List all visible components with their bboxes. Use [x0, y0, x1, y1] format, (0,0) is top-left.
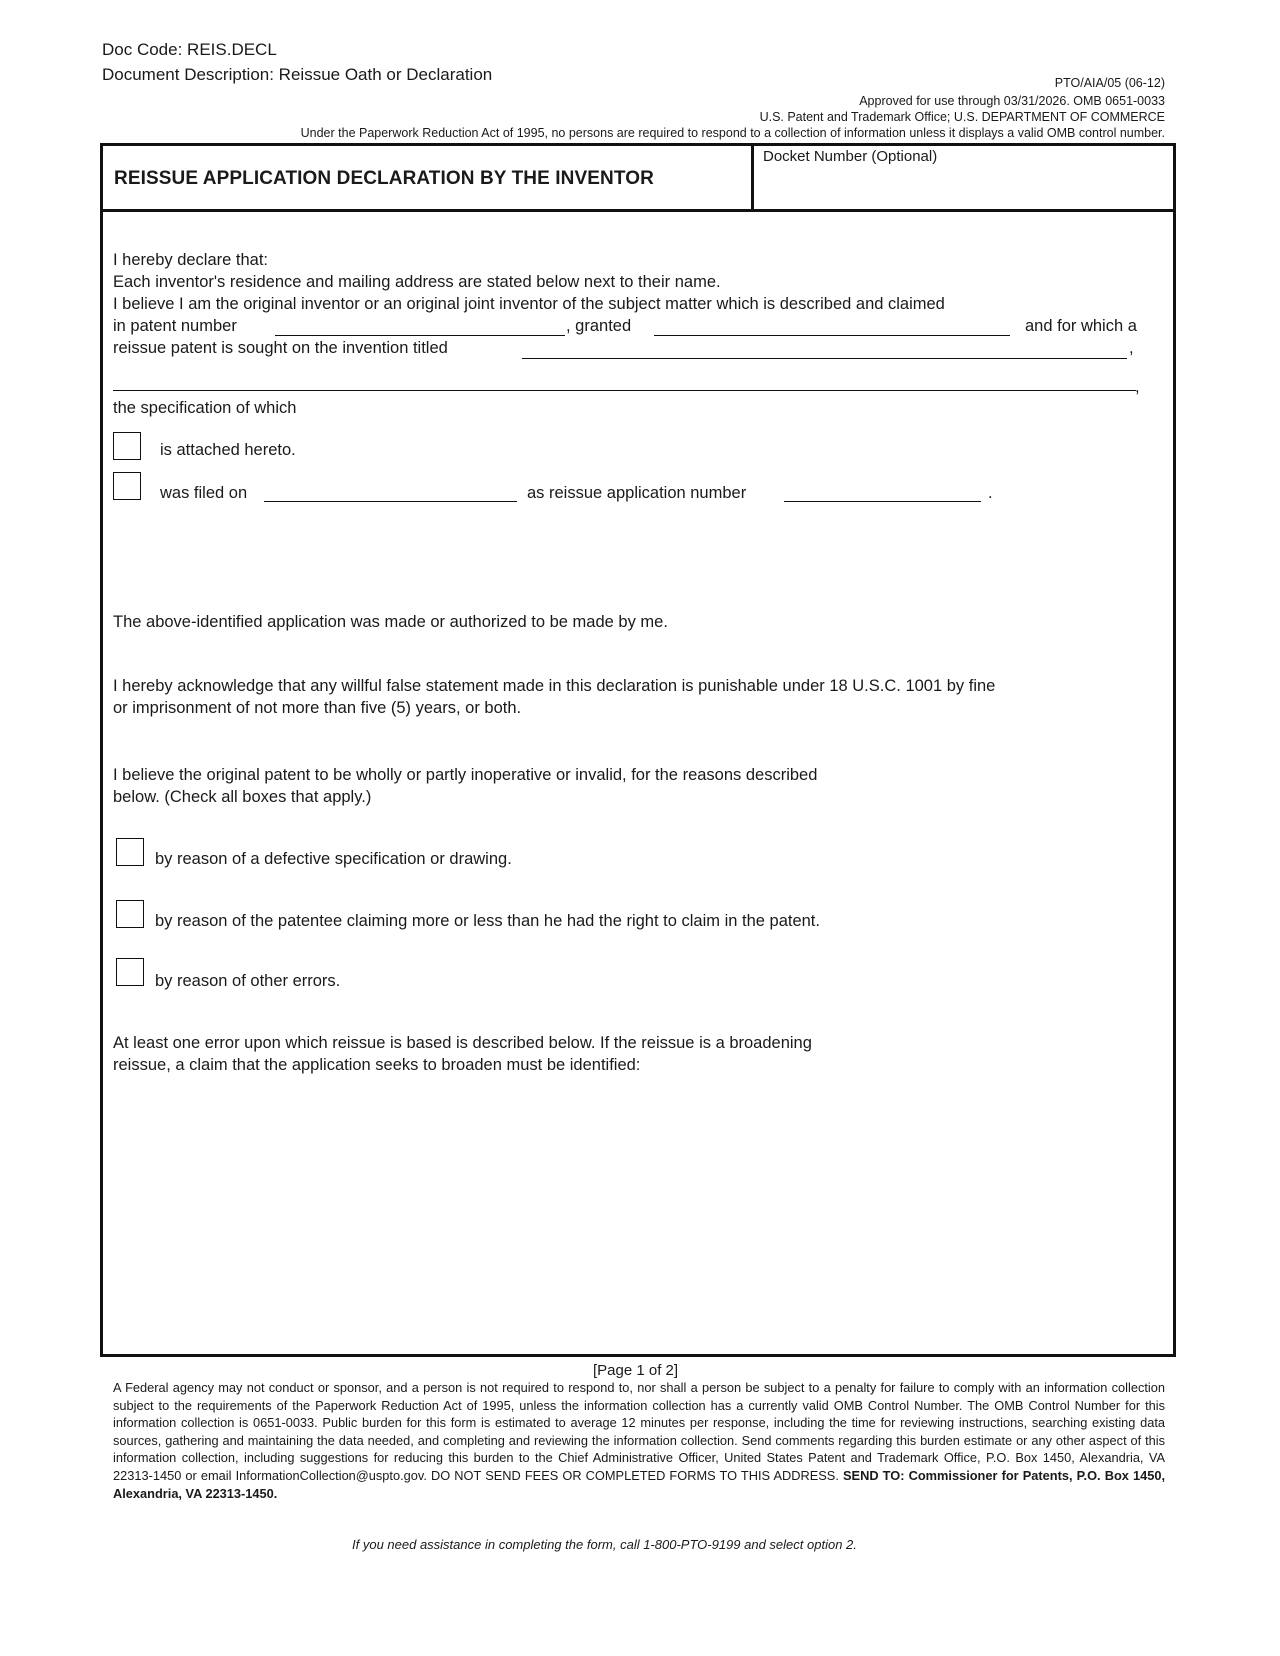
- other-errors-checkbox[interactable]: [116, 958, 144, 986]
- reissue-application-number-field[interactable]: [784, 481, 981, 502]
- filed-on-label: was filed on: [160, 484, 248, 502]
- assistance-note: If you need assistance in completing the form, call 1-800-PTO-9199 and select option 2.: [352, 1537, 857, 1552]
- inventor-belief-statement: I believe I am the original inventor or an original joint inventor of the subject matter which is described and claimed: [113, 295, 945, 313]
- defective-specification-checkbox[interactable]: [116, 838, 144, 866]
- for-which-label: and for which a: [1025, 317, 1137, 335]
- inoperative-statement-line2: below. (Check all boxes that apply.): [113, 788, 372, 806]
- invention-title-field[interactable]: [522, 338, 1127, 359]
- form-number: PTO/AIA/05 (06-12): [1054, 76, 1165, 90]
- specification-label: the specification of which: [113, 399, 297, 417]
- approval-notice: Approved for use through 03/31/2026. OMB 0651-0033: [859, 94, 1165, 108]
- docket-number-label: Docket Number (Optional): [763, 148, 938, 165]
- title-comma: ,: [1129, 339, 1134, 357]
- false-statement-ack-line1: I hereby acknowledge that any willful false statement made in this declaration is punishable under 18 U.S.C. 1001 by fine: [113, 677, 996, 695]
- filed-period: .: [988, 484, 993, 502]
- reissue-application-number-label: as reissue application number: [527, 484, 747, 502]
- title-cont-comma: ,: [1135, 378, 1140, 396]
- attached-hereto-checkbox[interactable]: [113, 432, 141, 460]
- declare-intro: I hereby declare that:: [113, 251, 269, 269]
- filed-on-date-field[interactable]: [264, 481, 517, 502]
- paperwork-notice: Under the Paperwork Reduction Act of 1995, no persons are required to respond to a collection of information unless it displays a valid OMB control number.: [300, 126, 1165, 140]
- granted-label: , granted: [566, 317, 632, 335]
- defective-specification-label: by reason of a defective specification or drawing.: [155, 850, 512, 868]
- claiming-more-or-less-checkbox[interactable]: [116, 900, 144, 928]
- form-title: REISSUE APPLICATION DECLARATION BY THE INVENTOR: [114, 168, 654, 189]
- residence-statement: Each inventor's residence and mailing address are stated below next to their name.: [113, 273, 721, 291]
- send-to-address: SEND TO: Commissioner for Patents, P.O. Box 1450, Alexandria, VA 22313-1450.: [113, 1467, 1166, 1501]
- inoperative-statement-line1: I believe the original patent to be wholly or partly inoperative or invalid, for the reasons described: [113, 766, 818, 784]
- other-errors-label: by reason of other errors.: [155, 972, 341, 990]
- agency-name: U.S. Patent and Trademark Office; U.S. DEPARTMENT OF COMMERCE: [759, 110, 1165, 124]
- error-description-instructions-line2: reissue, a claim that the application seeks to broaden must be identified:: [113, 1056, 641, 1074]
- page-number: [Page 1 of 2]: [593, 1362, 679, 1379]
- burden-text: A Federal agency may not conduct or sponsor, and a person is not required to respond to, nor shall a person be subject to a penalty for failure to comply with an information collection subject to the requirements of the Paperwork Reduction Act of 1995, unless the information collection has a currently valid OMB Control Number. The OMB Control Number for this information collection is 0651-0033. Public burden for this form is estimated to average 12 minutes per response, including the time for reviewing instructions, searching existing data sources, gathering and maintaining the data needed, and completing and reviewing the information collection. Send comments regarding this burden estimate or any other aspect of this information collection, including suggestions for reducing this burden to the Chief Administrative Officer, United States Patent and Trademark Office, P.O. Box 1450, Alexandria, VA 22313-1450 or email InformationCollection@uspto.gov. DO NOT SEND FEES OR COMPLETED FORMS TO THIS ADDRESS.: [113, 1380, 1165, 1483]
- invention-title-continued-field[interactable]: [113, 370, 1136, 391]
- doc-description: Document Description: Reissue Oath or Declaration: [102, 65, 493, 84]
- title-divider: [751, 146, 754, 209]
- attached-hereto-label: is attached hereto.: [160, 441, 296, 459]
- reissue-sought-label: reissue patent is sought on the invention titled: [113, 339, 448, 357]
- authorization-statement: The above-identified application was made or authorized to be made by me.: [113, 613, 668, 631]
- patent-number-label: in patent number: [113, 317, 237, 335]
- title-row: [103, 146, 1173, 212]
- paperwork-burden-statement: [113, 1379, 1165, 1502]
- error-description-textarea[interactable]: [112, 1075, 1166, 1349]
- filed-on-checkbox[interactable]: [113, 472, 141, 500]
- granted-date-field[interactable]: [654, 315, 1010, 336]
- patent-number-field[interactable]: [275, 315, 565, 336]
- error-description-instructions-line1: At least one error upon which reissue is based is described below. If the reissue is a broadening: [113, 1034, 812, 1052]
- claiming-more-or-less-label: by reason of the patentee claiming more or less than he had the right to claim in the patent.: [155, 912, 820, 930]
- docket-number-input[interactable]: [763, 170, 1167, 206]
- doc-code: Doc Code: REIS.DECL: [102, 40, 277, 59]
- false-statement-ack-line2: or imprisonment of not more than five (5) years, or both.: [113, 699, 522, 717]
